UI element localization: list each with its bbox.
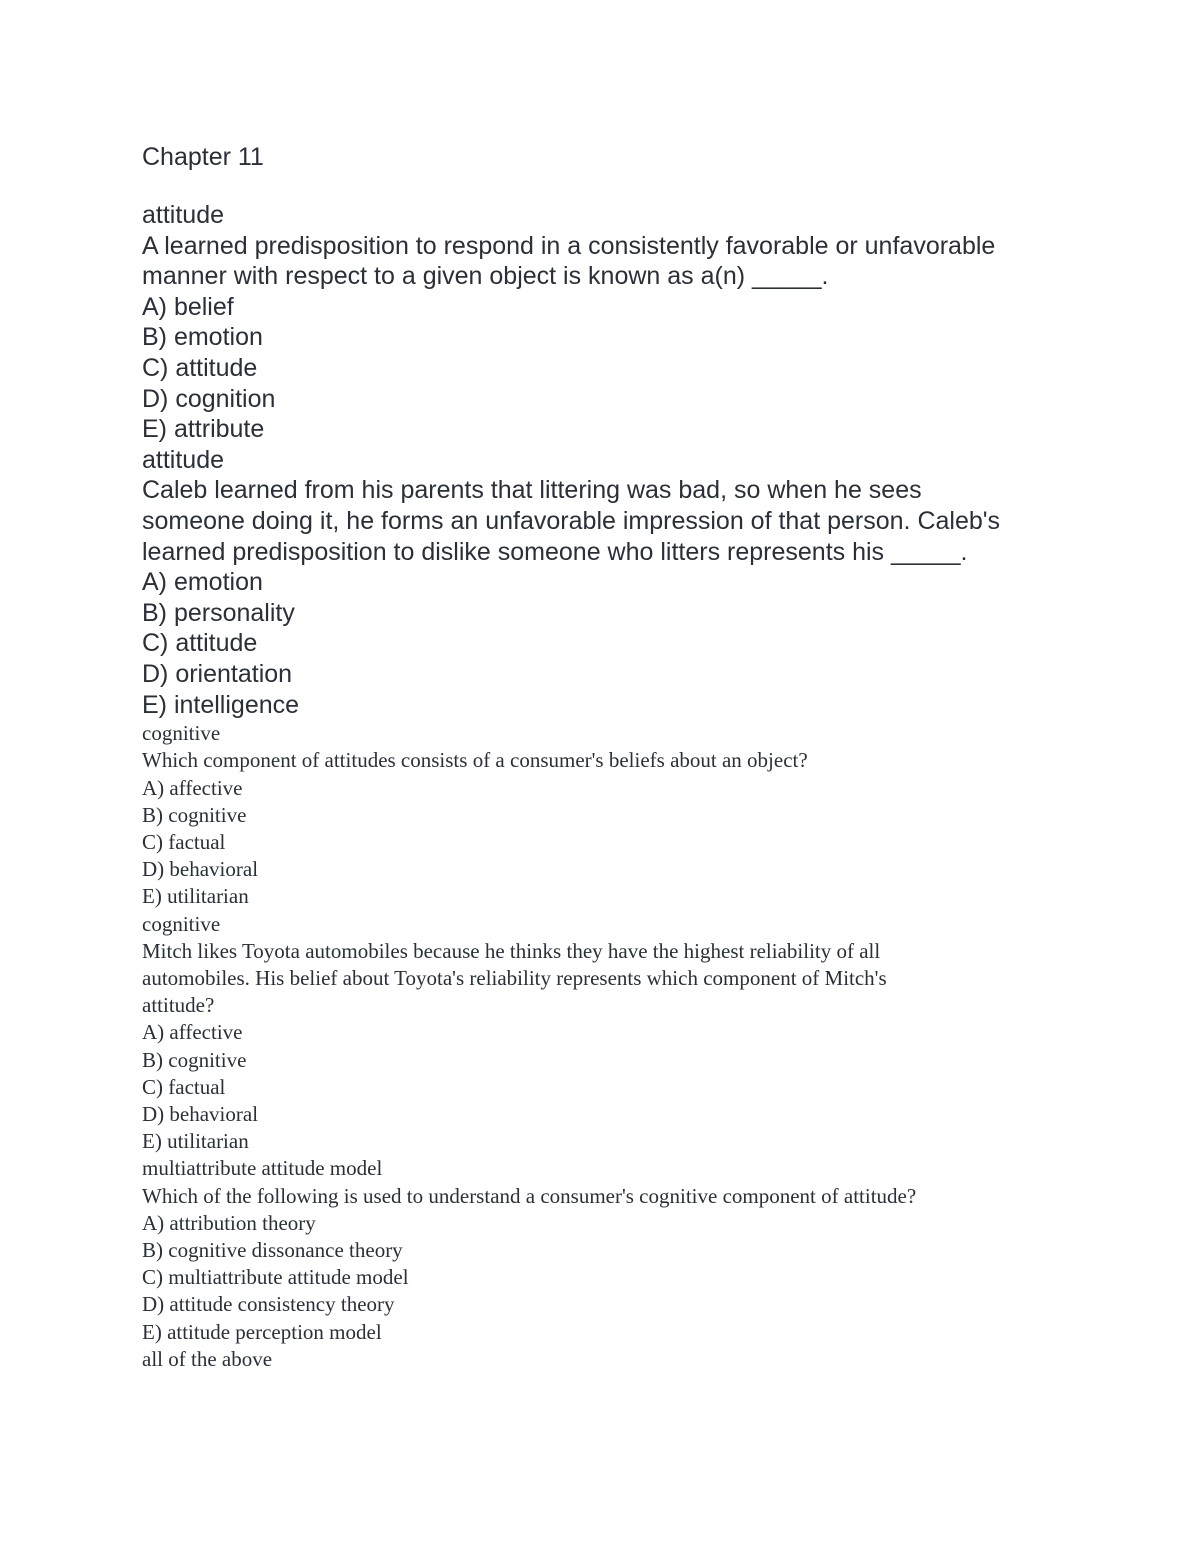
- option-a: A) emotion: [142, 568, 263, 597]
- option-e: E) utilitarian: [142, 884, 249, 909]
- answer-term: attitude: [142, 445, 225, 474]
- option-a: A) affective: [142, 1020, 243, 1045]
- option-e: E) utilitarian: [142, 1129, 249, 1154]
- option-d: D) attitude consistency theory: [142, 1292, 395, 1317]
- option-a: A) belief: [142, 292, 234, 321]
- question-block: [142, 445, 1072, 720]
- question-block: [142, 911, 1072, 1156]
- question-block: [142, 200, 1072, 445]
- question-text-line: Caleb learned from his parents that littering was bad, so when he sees: [142, 476, 922, 505]
- option-d: D) behavioral: [142, 857, 259, 882]
- answer-term: all of the above: [142, 1346, 273, 1371]
- option-e: E) intelligence: [142, 690, 300, 719]
- answer-term: cognitive: [142, 721, 221, 746]
- question-block: [142, 1155, 1072, 1373]
- option-b: B) cognitive: [142, 802, 247, 827]
- option-b: B) emotion: [142, 323, 263, 352]
- option-e: E) attitude perception model: [142, 1319, 382, 1344]
- question-text-line: attitude?: [142, 993, 215, 1018]
- page-title: Chapter 11: [142, 143, 264, 171]
- question-text-line: Mitch likes Toyota automobiles because he thinks they have the highest reliability of all: [142, 938, 881, 963]
- option-d: D) behavioral: [142, 1101, 259, 1126]
- question-text-line: learned predisposition to dislike someone who litters represents his _____.: [142, 537, 968, 566]
- answer-term: multiattribute attitude model: [142, 1156, 383, 1181]
- question-text-line: A learned predisposition to respond in a consistently favorable or unfavorable: [142, 231, 996, 260]
- option-b: B) cognitive dissonance theory: [142, 1237, 403, 1262]
- question-text-line: someone doing it, he forms an unfavorable impression of that person. Caleb's: [142, 506, 1001, 535]
- option-c: C) factual: [142, 829, 226, 854]
- option-d: D) cognition: [142, 384, 276, 413]
- option-a: A) affective: [142, 775, 243, 800]
- option-e: E) attribute: [142, 415, 265, 444]
- option-b: B) cognitive: [142, 1047, 247, 1072]
- question-text-line: Which component of attitudes consists of a consumer's beliefs about an object?: [142, 748, 808, 773]
- option-c: C) attitude: [142, 353, 258, 382]
- option-c: C) multiattribute attitude model: [142, 1265, 409, 1290]
- option-a: A) attribution theory: [142, 1210, 316, 1235]
- question-text-line: Which of the following is used to understand a consumer's cognitive component of attitude?: [142, 1183, 917, 1208]
- answer-term: cognitive: [142, 911, 221, 936]
- question-block: [142, 720, 1072, 910]
- option-b: B) personality: [142, 598, 295, 627]
- option-c: C) attitude: [142, 629, 258, 658]
- option-c: C) factual: [142, 1074, 226, 1099]
- answer-term: attitude: [142, 201, 225, 229]
- document-page: [142, 140, 1072, 1373]
- option-d: D) orientation: [142, 659, 293, 688]
- question-text-line: manner with respect to a given object is known as a(n) _____.: [142, 262, 829, 291]
- question-text-line: automobiles. His belief about Toyota's reliability represents which component of Mitch's: [142, 965, 887, 990]
